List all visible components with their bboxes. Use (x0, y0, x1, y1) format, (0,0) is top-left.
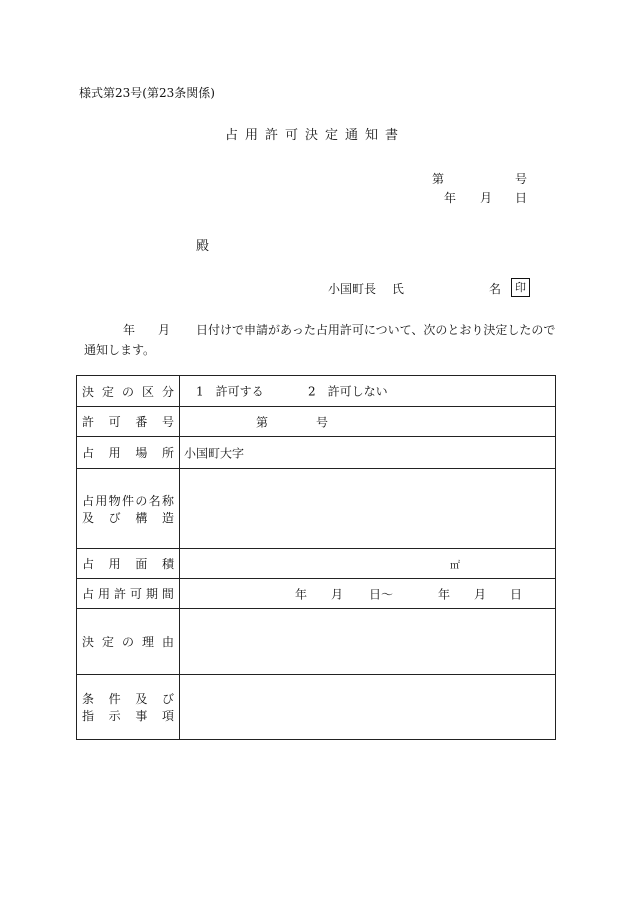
permit-number-prefix: 第 (256, 415, 269, 429)
period-end-month: 月 (474, 587, 487, 601)
intro-month: 月 (158, 323, 171, 337)
intro-line2: 通知します。 (84, 343, 156, 357)
issuer-shi: 氏 (391, 282, 404, 296)
object-value (180, 469, 556, 549)
intro-year: 年 (123, 323, 136, 337)
intro-text: 日付けで申請があった占用許可について、次のとおり決定したので (196, 323, 556, 337)
number-prefix: 第 (432, 172, 445, 186)
permit-number-suffix: 号 (316, 415, 329, 429)
period-end-year: 年 (438, 587, 451, 601)
period-start-month: 月 (331, 587, 344, 601)
conditions-value (180, 675, 556, 740)
seal-box: 印 (511, 278, 530, 297)
row-area (77, 549, 556, 579)
label-conditions-line2: 指 示 事 項 (82, 709, 174, 723)
period-start-day: 日〜 (369, 587, 394, 601)
row-conditions (77, 675, 556, 740)
decision-option-deny: 2 許可しない (308, 384, 388, 399)
place-value: 小国町大字 (184, 446, 245, 460)
decision-option-approve: 1 許可する (196, 384, 264, 399)
issuer-title: 小国町長 (328, 282, 377, 296)
row-permit-number (77, 407, 556, 437)
intro-paragraph (84, 320, 559, 360)
decision-table (76, 375, 556, 740)
area-unit: ㎡ (450, 560, 460, 571)
date-month: 月 (480, 191, 493, 205)
label-period: 占 用 許 可 期 間 (82, 587, 174, 601)
form-number: 様式第23号(第23条関係) (79, 86, 215, 100)
label-place: 占 用 場 所 (82, 446, 174, 460)
label-decision: 決 定 の 区 分 (82, 384, 174, 399)
document-title: 占用許可決定通知書 (224, 128, 405, 143)
label-conditions-line1: 条 件 及 び (82, 692, 174, 706)
number-suffix: 号 (515, 172, 528, 186)
date-year: 年 (444, 191, 457, 205)
date-day: 日 (515, 191, 528, 205)
label-object-line1: 占 用 物 件 の 名 称 (82, 493, 174, 508)
row-reason (77, 609, 556, 675)
issuer-mei: 名 (489, 282, 502, 296)
label-reason: 決 定 の 理 由 (82, 635, 174, 649)
reason-value (180, 609, 556, 675)
period-start-year: 年 (295, 587, 308, 601)
recipient-honorific: 殿 (196, 239, 210, 254)
label-permit-number: 許 可 番 号 (82, 415, 174, 429)
issuer-office (328, 280, 404, 297)
row-period (77, 579, 556, 609)
period-end-day: 日 (510, 587, 523, 601)
row-object (77, 469, 556, 549)
label-area: 占 用 面 積 (82, 557, 174, 571)
row-decision (77, 376, 556, 407)
label-object-line2: 及 び 構 造 (82, 510, 174, 525)
row-place (77, 437, 556, 469)
